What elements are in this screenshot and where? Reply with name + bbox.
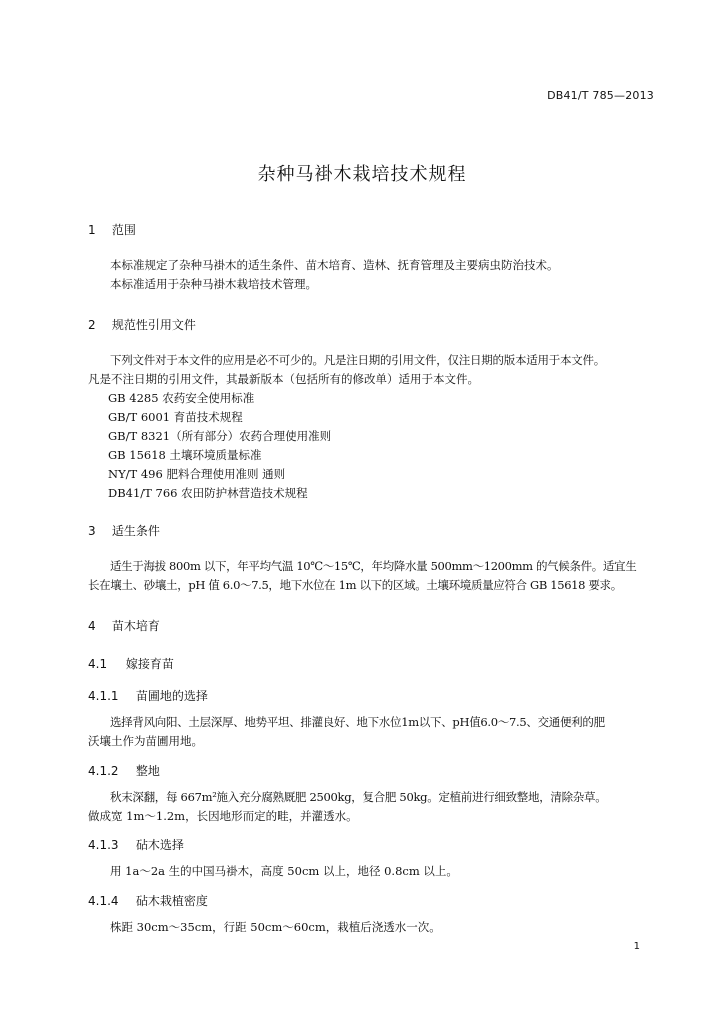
- reference-item: GB 4285 农药安全使用标准: [108, 391, 255, 405]
- standard-code: DB41/T 785—2013: [547, 89, 654, 102]
- reference-item: NY/T 496 肥料合理使用准则 通则: [108, 467, 286, 481]
- section-heading-4-1: 4.1 嫁接育苗: [88, 657, 174, 671]
- document-title: 杂种马褂木栽培技术规程: [257, 164, 467, 185]
- paragraph-line: 适生于海拔 800m 以下，年平均气温 10℃～15℃，年均降水量 500mm～1200mm 的气候条件。适宜生: [110, 559, 637, 573]
- paragraph-line: 长在壤土、砂壤土，pH 值 6.0～7.5，地下水位在 1m 以下的区域。土壤环境质量应符合 GB 15618 要求。: [88, 578, 622, 592]
- paragraph-line: 做成宽 1m～1.2m，长因地形而定的畦，并灌透水。: [88, 809, 358, 823]
- section-heading-4-1-1: 4.1.1 苗圃地的选择: [88, 689, 208, 703]
- reference-item: GB/T 8321（所有部分）农药合理使用准则: [108, 429, 332, 443]
- page-number: 1: [633, 941, 640, 952]
- paragraph-line: 秋末深翻，每 667m²施入充分腐熟厩肥 2500kg，复合肥 50kg。定植前进行细致整地，清除杂草。: [110, 790, 607, 804]
- section-heading-3: 3 适生条件: [88, 524, 160, 538]
- section-heading-4: 4 苗木培育: [88, 619, 160, 633]
- section-heading-1: 1 范围: [88, 223, 136, 237]
- section-heading-4-1-3: 4.1.3 砧木选择: [88, 838, 184, 852]
- section-heading-2: 2 规范性引用文件: [88, 318, 196, 332]
- reference-item: DB41/T 766 农田防护林营造技术规程: [108, 486, 308, 500]
- reference-item: GB 15618 土壤环境质量标准: [108, 448, 262, 462]
- paragraph-line: 下列文件对于本文件的应用是必不可少的。凡是注日期的引用文件，仅注日期的版本适用于本文件。: [110, 353, 605, 367]
- paragraph-line: 选择背风向阳、土层深厚、地势平坦、排灌良好、地下水位1m以下、pH值6.0～7.5、交通便利的肥: [110, 715, 605, 729]
- section-heading-4-1-2: 4.1.2 整地: [88, 764, 160, 778]
- paragraph-line: 本标准适用于杂种马褂木栽培技术管理。: [110, 277, 317, 291]
- paragraph-line: 凡是不注日期的引用文件，其最新版本（包括所有的修改单）适用于本文件。: [88, 372, 479, 386]
- section-heading-4-1-4: 4.1.4 砧木栽植密度: [88, 894, 208, 908]
- paragraph-line: 本标准规定了杂种马褂木的适生条件、苗木培育、造林、抚育管理及主要病虫防治技术。: [110, 258, 559, 272]
- paragraph-line: 沃壤土作为苗圃用地。: [88, 734, 203, 748]
- paragraph-line: 株距 30cm～35cm，行距 50cm～60cm，栽植后浇透水一次。: [110, 920, 441, 934]
- reference-item: GB/T 6001 育苗技术规程: [108, 410, 243, 424]
- paragraph-line: 用 1a～2a 生的中国马褂木，高度 50cm 以上，地径 0.8cm 以上。: [110, 864, 458, 878]
